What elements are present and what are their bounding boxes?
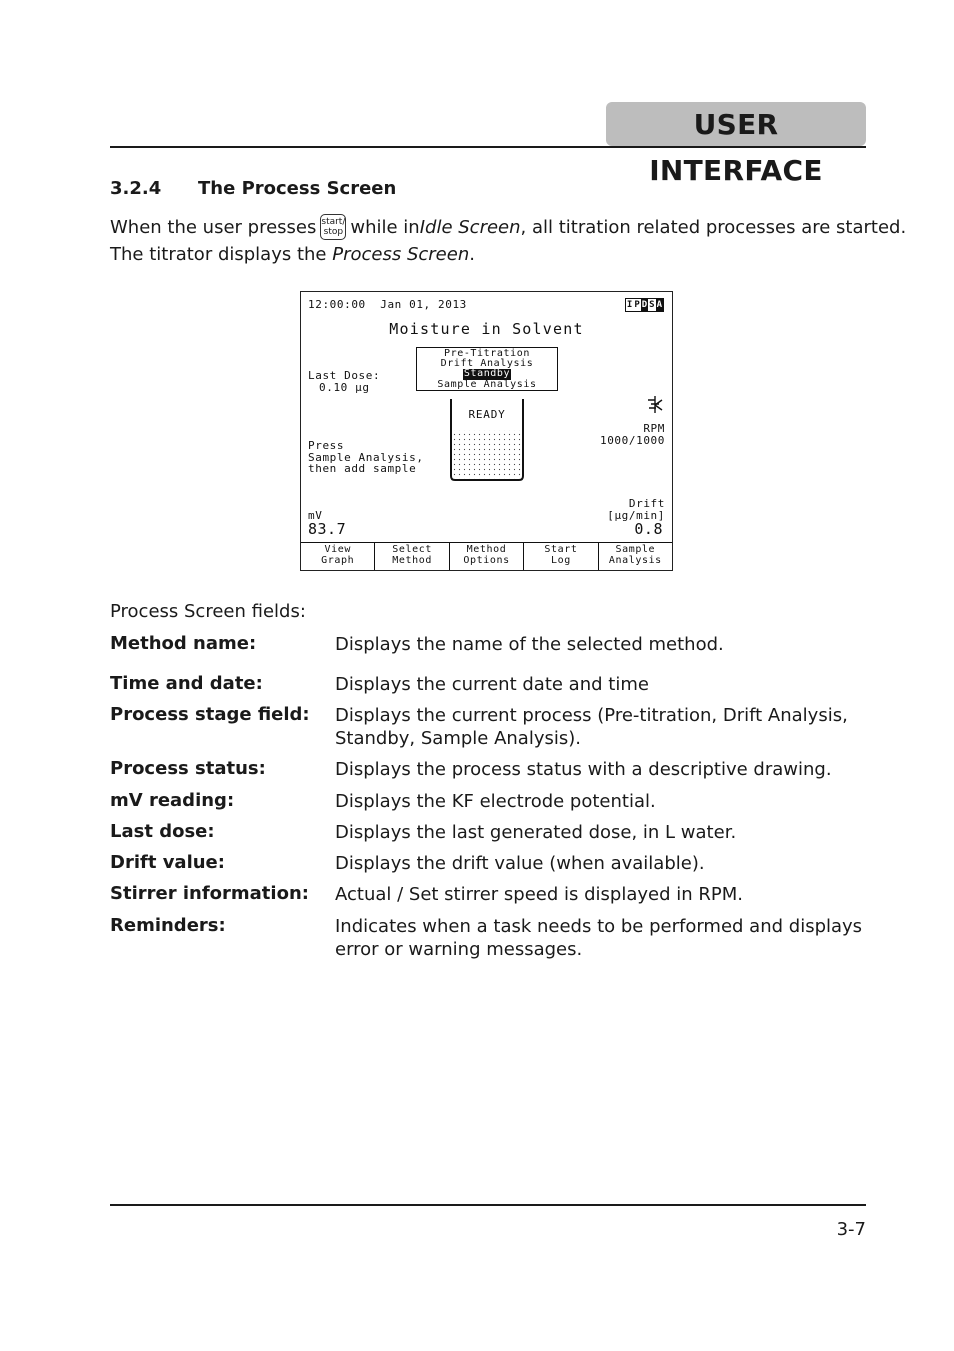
stage-standby: Standby — [463, 368, 511, 379]
field-label-process-stage: Process stage field: — [110, 704, 310, 725]
intro-paragraph — [110, 214, 907, 268]
softkey-view-graph[interactable] — [301, 543, 375, 570]
section-number: 3.2.4 — [110, 178, 162, 199]
beaker-icon — [448, 398, 526, 482]
intro-text-1: When the user presses — [110, 217, 317, 238]
stirrer-icon — [646, 395, 664, 415]
mv-label: mV — [308, 509, 323, 522]
softkey-label: Analysis — [608, 554, 662, 566]
softkey-method-options[interactable] — [450, 543, 524, 570]
field-label-mv-reading: mV reading: — [110, 790, 235, 811]
start-stop-key-icon — [320, 214, 346, 240]
intro-period: . — [469, 244, 475, 265]
field-desc-time-date: Displays the current date and time — [335, 674, 649, 695]
softkey-label: Graph — [321, 554, 355, 566]
rpm-label: RPM — [643, 422, 665, 435]
intro-line-2 — [110, 241, 866, 268]
softkey-label: View — [324, 544, 351, 555]
stage-sample-analysis: Sample Analysis — [437, 379, 537, 390]
field-label-process-status: Process status: — [110, 758, 266, 779]
process-screen-display — [300, 291, 673, 571]
softkey-bar — [301, 542, 672, 570]
status-icon-s: S — [649, 300, 655, 310]
field-label-time-date: Time and date: — [110, 673, 263, 694]
reminder-line-2: Sample Analysis, — [308, 451, 424, 464]
last-dose-value: 0.10 µg — [319, 381, 370, 394]
field-label-reminders: Reminders: — [110, 915, 226, 936]
drift-unit: [µg/min] — [607, 509, 665, 522]
status-icon-a: A — [656, 300, 662, 310]
mv-value: 83.7 — [308, 520, 347, 538]
intro-text-4: The titrator displays the — [110, 244, 327, 265]
softkey-label: Method — [466, 544, 507, 555]
status-icon-p: P — [634, 300, 640, 310]
softkey-start-log[interactable] — [524, 543, 598, 570]
softkey-sample-analysis[interactable] — [599, 543, 672, 570]
softkey-label: Select — [392, 544, 432, 555]
field-desc-mv-reading: Displays the KF electrode potential. — [335, 791, 656, 812]
field-label-stirrer: Stirrer information: — [110, 883, 309, 904]
intro-text-3: , all titration related processes are started. — [520, 217, 907, 238]
intro-line-1 — [110, 214, 907, 241]
field-desc-process-status: Displays the process status with a descriptive drawing. — [335, 759, 832, 780]
softkey-label: Options — [463, 554, 510, 566]
chapter-header-badge: USER INTERFACE — [606, 102, 866, 146]
process-screen-term: Process Screen — [332, 244, 470, 265]
field-label-method-name: Method name: — [110, 633, 257, 654]
stage-drift-analysis: Drift Analysis — [440, 358, 534, 369]
lcd-method-name: Moisture in Solvent — [389, 320, 584, 338]
softkey-label: Sample — [615, 544, 656, 555]
intro-text-2: while in — [350, 217, 420, 238]
field-desc-stirrer: Actual / Set stirrer speed is displayed in RPM. — [335, 884, 743, 905]
stage-standby-row — [417, 369, 557, 380]
stage-pre-titration: Pre-Titration — [443, 348, 531, 359]
last-dose-label: Last Dose: — [308, 369, 381, 382]
softkey-label: Start — [544, 544, 578, 555]
page-number: 3-7 — [836, 1219, 866, 1240]
footer-rule — [110, 1204, 866, 1206]
idle-screen-term: Idle Screen — [419, 217, 521, 238]
rpm-value: 1000/1000 — [599, 434, 665, 447]
field-desc-method-name: Displays the name of the selected method. — [335, 634, 724, 655]
key-label-top: start/ — [321, 217, 346, 227]
field-desc-last-dose: Displays the last generated dose, in L water. — [335, 822, 737, 843]
reminder-line-3: then add sample — [308, 462, 417, 475]
status-icon-i: I — [626, 300, 633, 310]
field-desc-drift-value: Displays the drift value (when available). — [335, 853, 705, 874]
section-title: The Process Screen — [198, 178, 397, 199]
beaker-status: READY — [468, 408, 506, 421]
key-label-bottom: stop — [323, 227, 344, 237]
fields-intro: Process Screen fields: — [110, 601, 306, 622]
softkey-select-method[interactable] — [375, 543, 449, 570]
softkey-label: Method — [392, 554, 432, 566]
lcd-datetime: 12:00:00 Jan 01, 2013 — [308, 298, 467, 311]
softkey-label: Log — [550, 554, 571, 566]
drift-label: Drift — [628, 497, 665, 510]
header-rule — [110, 146, 866, 148]
field-desc-process-stage: Displays the current process (Pre-titration, Drift Analysis, Standby, Sample Analysis). — [335, 705, 848, 749]
status-icon-d: D — [641, 300, 648, 310]
field-desc-reminders: Indicates when a task needs to be performed and displays error or warning messages. — [335, 916, 863, 960]
process-stage-field — [416, 347, 558, 391]
field-label-last-dose: Last dose: — [110, 821, 215, 842]
reminder-line-1: Press — [308, 439, 345, 452]
drift-value: 0.8 — [634, 520, 663, 538]
field-label-drift-value: Drift value: — [110, 852, 225, 873]
status-icons — [625, 298, 664, 312]
